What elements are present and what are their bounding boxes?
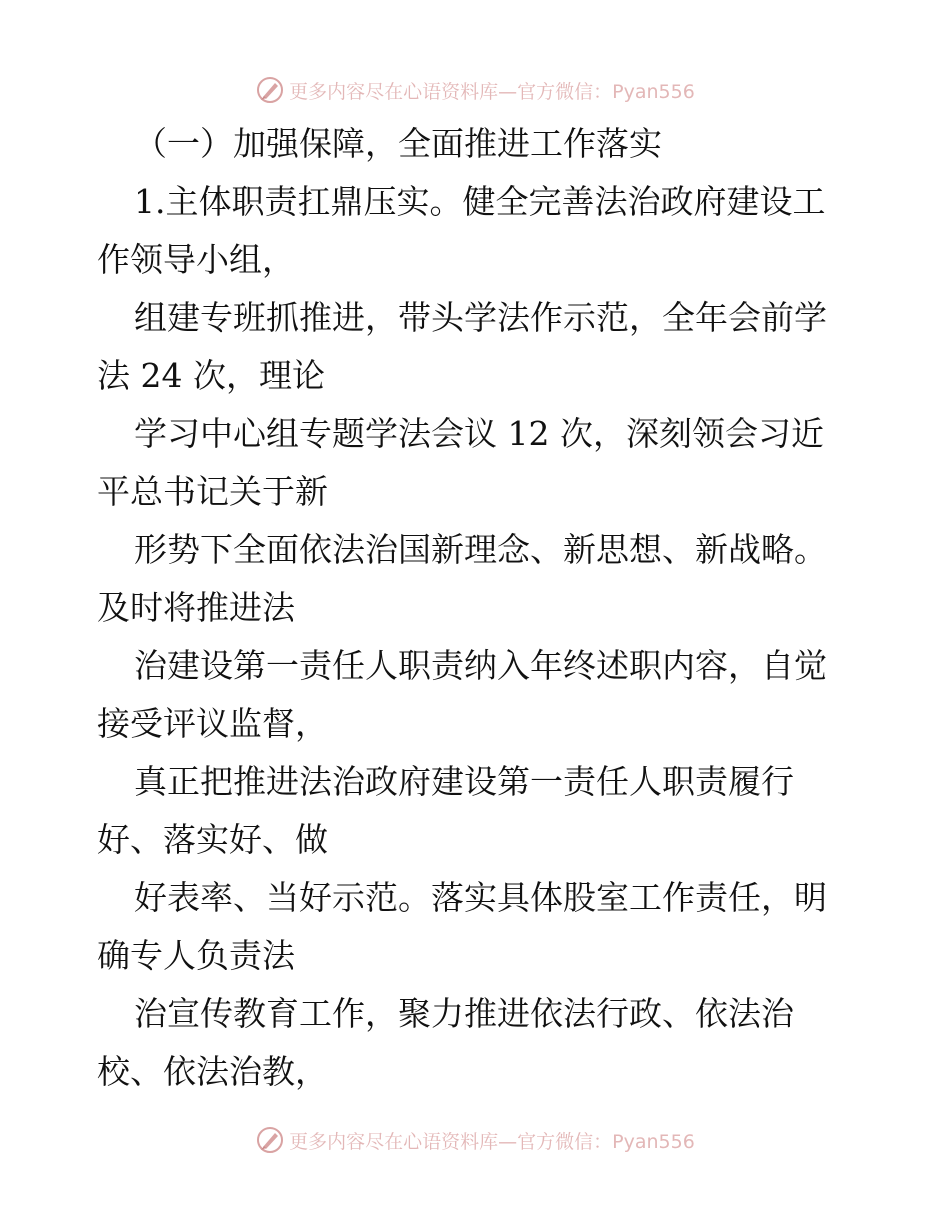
- text-line: 组建专班抓推进，带头学法作示范，全年会前学: [134, 298, 827, 337]
- footer-watermark: [0, 1120, 950, 1160]
- text-line: 好表率、当好示范。落实具体股室工作责任，明: [134, 878, 827, 917]
- section-heading: （一）加强保障，全面推进工作落实: [134, 124, 662, 163]
- text-line: 平总书记关于新: [97, 472, 328, 511]
- text-line: 校、依法治教，: [97, 1052, 328, 1091]
- pen-logo-icon: [255, 75, 285, 105]
- header-watermark: [0, 70, 950, 110]
- text-line: 好、落实好、做: [97, 820, 328, 859]
- pen-logo-icon: [255, 1125, 285, 1155]
- text-line: 形势下全面依法治国新理念、新思想、新战略。: [134, 530, 827, 569]
- text-line: 法 24 次，理论: [97, 356, 325, 395]
- watermark-text: 更多内容尽在心语资料库—官方微信：Pyan556: [289, 80, 695, 103]
- text-line: 治宣传教育工作，聚力推进依法行政、依法治: [134, 994, 794, 1033]
- watermark-text: 更多内容尽在心语资料库—官方微信：Pyan556: [289, 1130, 695, 1153]
- text-line: 学习中心组专题学法会议 12 次，深刻领会习近: [134, 414, 824, 453]
- text-line: 确专人负责法: [97, 936, 295, 975]
- text-line: 真正把推进法治政府建设第一责任人职责履行: [134, 762, 794, 801]
- document-body: [97, 115, 857, 1101]
- text-line: 作领导小组，: [97, 240, 295, 279]
- text-line: 1.主体职责扛鼎压实。健全完善法治政府建设工: [134, 182, 826, 221]
- text-line: 及时将推进法: [97, 588, 295, 627]
- text-line: 接受评议监督，: [97, 704, 328, 743]
- text-line: 治建设第一责任人职责纳入年终述职内容，自觉: [134, 646, 827, 685]
